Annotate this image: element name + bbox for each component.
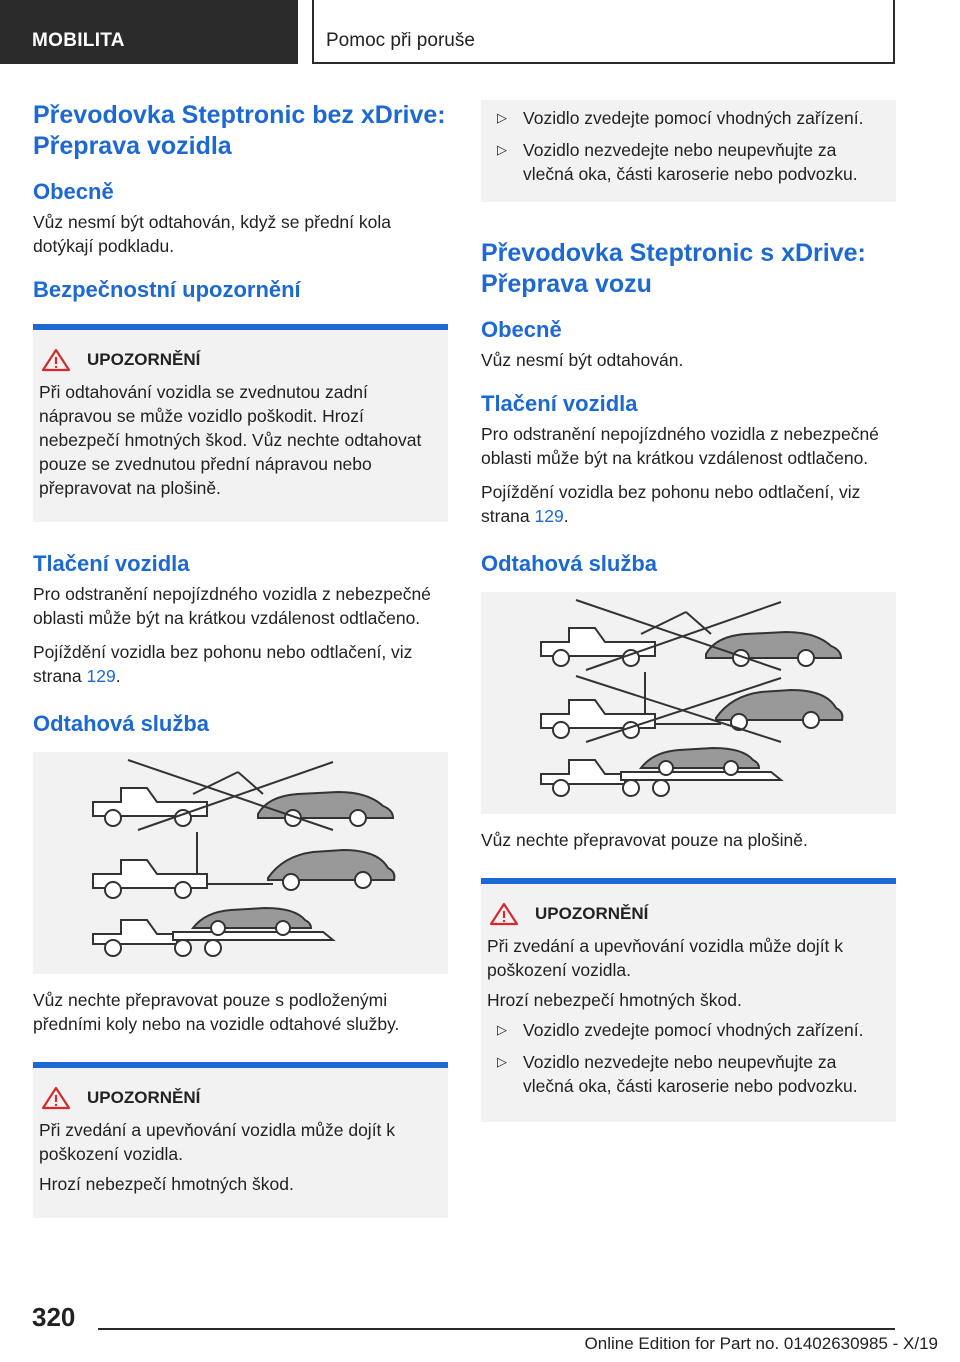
- warning-box-lifting: [481, 878, 896, 1122]
- header-chapter-label: Pomoc při poruše: [326, 30, 475, 51]
- header-section-tab: [0, 0, 298, 64]
- general-text: Vůz nesmí být odtahován, když se přední kola dotýkají podkladu.: [33, 212, 391, 256]
- right-column: [481, 100, 896, 1122]
- warning-title: UPOZORNĚNÍ: [39, 348, 442, 372]
- list-item: ▷ Vozidlo zvedejte pomocí vhodných zařízení.: [497, 1020, 864, 1040]
- warning-text: Při zvedání a upevňování vozidla může dojít k poškození vozidla.: [39, 1120, 396, 1164]
- towing-caption: Vůz nechte přepravovat pouze na plošině.: [481, 830, 808, 850]
- tow-truck-diagram-icon: [481, 592, 896, 814]
- warning-triangle-icon: [41, 348, 71, 372]
- section-title-no-xdrive: Převodovka Steptronic bez xDrive: Přeprava vozidla: [33, 101, 446, 160]
- heading-pushing: Tlačení vozidla: [33, 551, 190, 576]
- heading-pushing: Tlačení vozidla: [481, 391, 638, 416]
- tow-truck-diagram-icon: [33, 752, 448, 974]
- warning-continuation-box: [481, 100, 896, 202]
- bullet-list: [487, 106, 890, 186]
- warning-text: Hrozí nebezpečí hmotných škod.: [39, 1174, 294, 1194]
- towing-illustration: [33, 752, 448, 974]
- pushing-reference: Pojíždění vozidla bez pohonu nebo odtlačení, viz strana 129.: [33, 642, 413, 686]
- page-number: 320: [32, 1302, 76, 1332]
- section-title-xdrive: Převodovka Steptronic s xDrive: Přeprava vozu: [481, 239, 866, 298]
- heading-towing: Odtahová služba: [33, 711, 210, 736]
- heading-towing: Odtahová služba: [481, 551, 658, 576]
- header-section-label: MOBILITA: [32, 30, 125, 51]
- heading-general: Obecně: [481, 317, 562, 342]
- general-text: Vůz nesmí být odtahován.: [481, 350, 684, 370]
- pushing-text: Pro odstranění nepojízdného vozidla z nebezpečné oblasti může být na krátkou vzdálenost odtlačeno.: [481, 424, 879, 468]
- page-link[interactable]: 129: [534, 506, 564, 526]
- pushing-reference: Pojíždění vozidla bez pohonu nebo odtlačení, viz strana 129.: [481, 482, 861, 526]
- warning-title: UPOZORNĚNÍ: [487, 902, 890, 926]
- warning-box-lifting: [33, 1062, 448, 1218]
- heading-general: Obecně: [33, 179, 114, 204]
- left-column: [33, 100, 448, 1218]
- pushing-text: Pro odstranění nepojízdného vozidla z nebezpečné oblasti může být na krátkou vzdálenost odtlačeno.: [33, 584, 431, 628]
- bullet-list: [487, 1018, 890, 1098]
- warning-triangle-icon: [41, 1086, 71, 1110]
- footer-divider: [98, 1328, 895, 1330]
- warning-title: UPOZORNĚNÍ: [39, 1086, 442, 1110]
- warning-text: Při zvedání a upevňování vozidla může dojít k poškození vozidla.: [487, 936, 844, 980]
- warning-triangle-icon: [489, 902, 519, 926]
- page-link[interactable]: 129: [86, 666, 116, 686]
- list-item: ▷ Vozidlo zvedejte pomocí vhodných zařízení.: [497, 108, 864, 128]
- warning-box-axle: [33, 324, 448, 522]
- towing-illustration: [481, 592, 896, 814]
- heading-safety: Bezpečnostní upozornění: [33, 277, 301, 302]
- warning-text: Hrozí nebezpečí hmotných škod.: [487, 990, 742, 1010]
- towing-caption: Vůz nechte přepravovat pouze s podloženými předními koly nebo na vozidle odtahové služby.: [33, 990, 400, 1034]
- footer-edition: Online Edition for Part no. 01402630985 - X/19: [584, 1334, 938, 1353]
- list-item: ▷ Vozidlo nezvedejte nebo neupevňujte za vlečná oka, části karoserie nebo podvozku.: [497, 1052, 858, 1096]
- header-chapter-tab: [312, 0, 895, 64]
- list-item: ▷ Vozidlo nezvedejte nebo neupevňujte za vlečná oka, části karoserie nebo podvozku.: [497, 140, 858, 184]
- warning-text: Při odtahování vozidla se zvednutou zadní nápravou se může vozidlo poškodit. Hrozí nebezpečí hmotných škod. Vůz nechte odtahovat pouze se zvednutou přední nápravou nebo přepravovat na plošině.: [39, 382, 422, 498]
